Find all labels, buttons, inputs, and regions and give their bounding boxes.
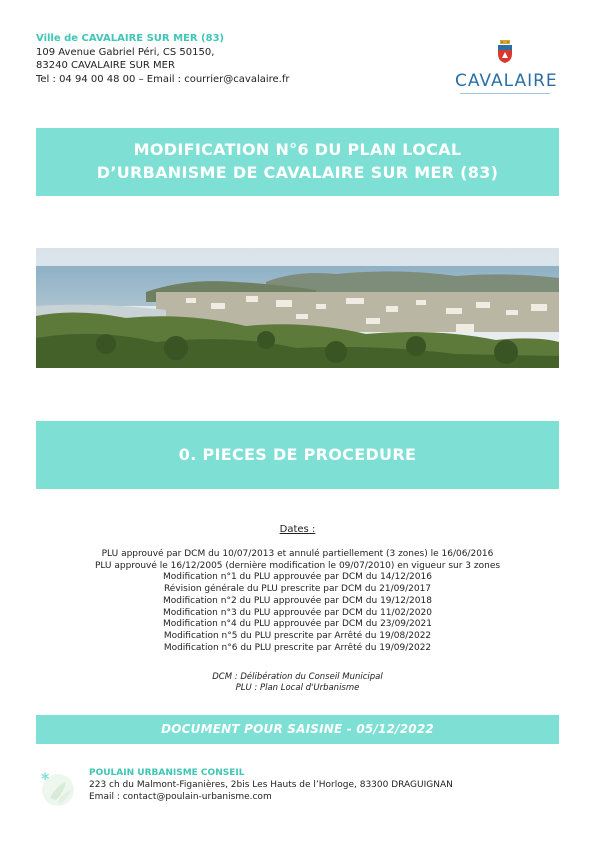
title-line-2: D’URBANISME DE CAVALAIRE SUR MER (83) xyxy=(96,163,499,182)
consultant-contact-block xyxy=(89,767,559,803)
date-item: Modification n°1 du PLU approuvée par DCM du 14/12/2016 xyxy=(163,572,432,583)
date-item: PLU approuvé le 16/12/2005 (dernière modification le 09/07/2010) en vigueur sur 3 zones xyxy=(94,560,501,571)
abbreviation-list xyxy=(36,672,559,694)
dates-heading: Dates : xyxy=(279,524,316,535)
poulain-logo-icon xyxy=(38,768,78,808)
document-title-banner xyxy=(36,128,559,196)
document-status-label: DOCUMENT POUR SAISINE - 05/12/2022 xyxy=(161,722,434,736)
abbreviation-item: DCM : Délibération du Conseil Municipal xyxy=(212,672,383,682)
abbreviation-item: PLU : Plan Local d'Urbanisme xyxy=(235,683,360,693)
logo-wordmark: CAVALAIRE xyxy=(455,71,558,91)
title-line-1: MODIFICATION N°6 DU PLAN LOCAL xyxy=(133,140,462,159)
date-item: Modification n°2 du PLU approuvée par DCM du 19/12/2018 xyxy=(163,595,432,606)
logo-underline xyxy=(460,93,550,94)
date-item: Modification n°5 du PLU prescrite par Arrêté du 19/08/2022 xyxy=(163,630,432,641)
svg-text:*: * xyxy=(41,769,50,788)
address-line-2: 83240 CAVALAIRE SUR MER xyxy=(36,60,175,71)
date-item: PLU approuvé par DCM du 10/07/2013 et annulé partiellement (3 zones) le 16/06/2016 xyxy=(101,549,494,559)
municipality-contact-block xyxy=(36,32,396,86)
date-item: Modification n°4 du PLU approuvée par DCM du 23/09/2021 xyxy=(163,619,432,630)
dates-list xyxy=(36,549,559,654)
address-line-1: 109 Avenue Gabriel Péri, CS 50150, xyxy=(36,46,215,58)
company-name: POULAIN URBANISME CONSEIL xyxy=(89,768,245,778)
section-title-banner xyxy=(36,421,559,489)
company-address: 223 ch du Malmont-Figanières, 2bis Les Hauts de l’Horloge, 83300 DRAGUIGNAN xyxy=(89,780,453,790)
city-name: Ville de CAVALAIRE SUR MER (83) xyxy=(36,33,225,44)
document-status-banner xyxy=(36,715,559,744)
contact-line: Tel : 04 94 00 48 00 – Email : courrier@cavalaire.fr xyxy=(36,73,290,85)
date-item: Révision générale du PLU prescrite par DCM du 21/09/2017 xyxy=(163,584,432,595)
section-title: 0. PIECES DE PROCEDURE xyxy=(178,445,417,464)
date-item: Modification n°6 du PLU prescrite par Arrêté du 19/09/2022 xyxy=(163,642,432,653)
date-item: Modification n°3 du PLU approuvée par DCM du 11/02/2020 xyxy=(163,607,432,618)
company-email: Email : contact@poulain-urbanisme.com xyxy=(89,792,272,802)
town-crest-icon xyxy=(496,40,514,64)
coastal-town-landscape-photo xyxy=(36,248,559,368)
cavalaire-logo xyxy=(455,40,558,104)
